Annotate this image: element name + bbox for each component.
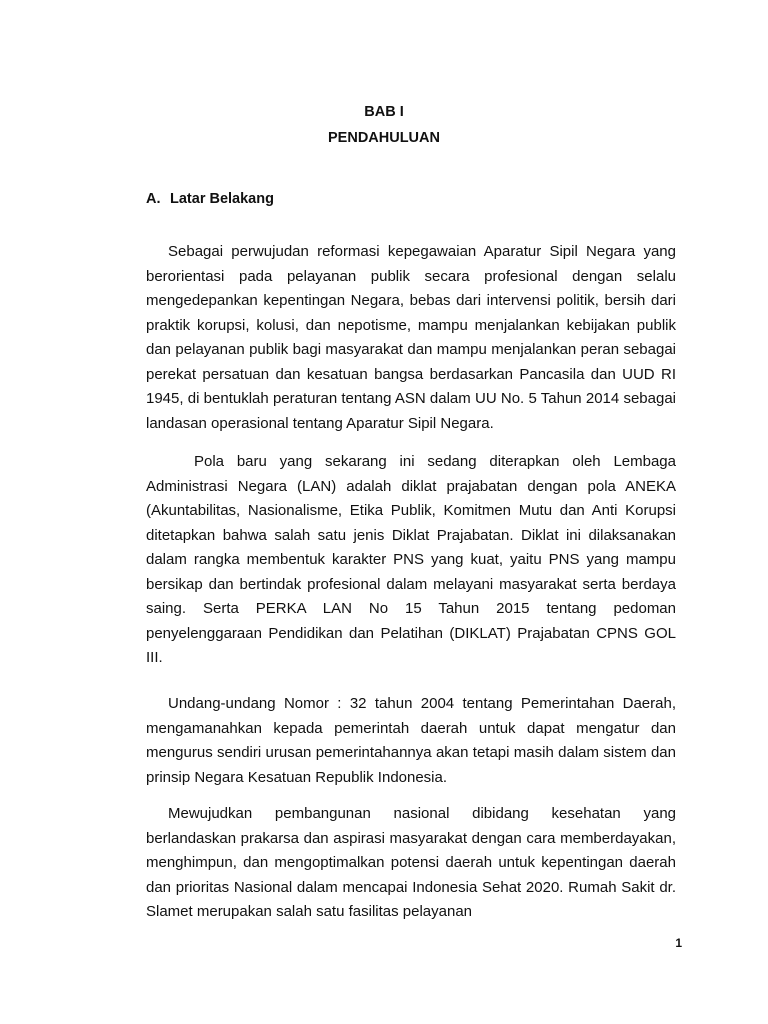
paragraph-3: Undang-undang Nomor : 32 tahun 2004 tentang Pemerintahan Daerah, mengamanahkan kepada pemerintah daerah untuk dapat mengatur dan mengurus sendiri urusan pemerintahannya akan tetapi masih dalam sistem dan prinsip Negara Kesatuan Republik Indonesia. xyxy=(146,695,676,786)
paragraph-1: Sebagai perwujudan reformasi kepegawaian Aparatur Sipil Negara yang berorientasi pada pelayanan publik secara profesional dengan selalu mengedepankan kepentingan Negara, bebas dari intervensi politik, bersih dari praktik korupsi, kolusi, dan nepotisme, mampu menjalankan kebijakan publik dan pelayanan publik bagi masyarakat dan mampu menjalankan peran sebagai perekat persatuan dan kesatuan bangsa berdasarkan Pancasila dan UUD RI 1945, di bentuklah peraturan tentang ASN dalam UU No. 5 Tahun 2014 sebagai landasan operasional tentang Aparatur Sipil Negara. xyxy=(146,243,676,432)
chapter-title: PENDAHULUAN xyxy=(328,130,440,146)
section-title: Latar Belakang xyxy=(170,191,274,207)
paragraph-4: Mewujudkan pembangunan nasional dibidang kesehatan yang berlandaskan prakarsa dan aspirasi masyarakat dengan cara memberdayakan, menghimpun, dan mengoptimalkan potensi daerah untuk kepentingan daerah dan prioritas Nasional dalam mencapai Indonesia Sehat 2020. Rumah Sakit dr. Slamet merupakan salah satu fasilitas pelayanan xyxy=(146,805,676,920)
section-letter: A. xyxy=(146,191,161,207)
paragraph-2: Pola baru yang sekarang ini sedang diterapkan oleh Lembaga Administrasi Negara (LAN) adalah diklat prajabatan dengan pola ANEKA (Akuntabilitas, Nasionalisme, Etika Publik, Komitmen Mutu dan Anti Korupsi ditetapkan bahwa salah satu jenis Diklat Prajabatan. Diklat ini dilaksanakan dalam rangka membentuk karakter PNS yang kuat, yaitu PNS yang mampu bersikap dan bertindak profesional dalam melayani masyarakat serta berdaya saing. Serta PERKA LAN No 15 Tahun 2015 tentang pedoman penyelenggaraan Pendidikan dan Pelatihan (DIKLAT) Prajabatan CPNS GOL III. xyxy=(146,453,676,666)
section-heading xyxy=(146,191,274,207)
page-number: 1 xyxy=(675,936,682,950)
chapter-number: BAB I xyxy=(364,104,404,120)
